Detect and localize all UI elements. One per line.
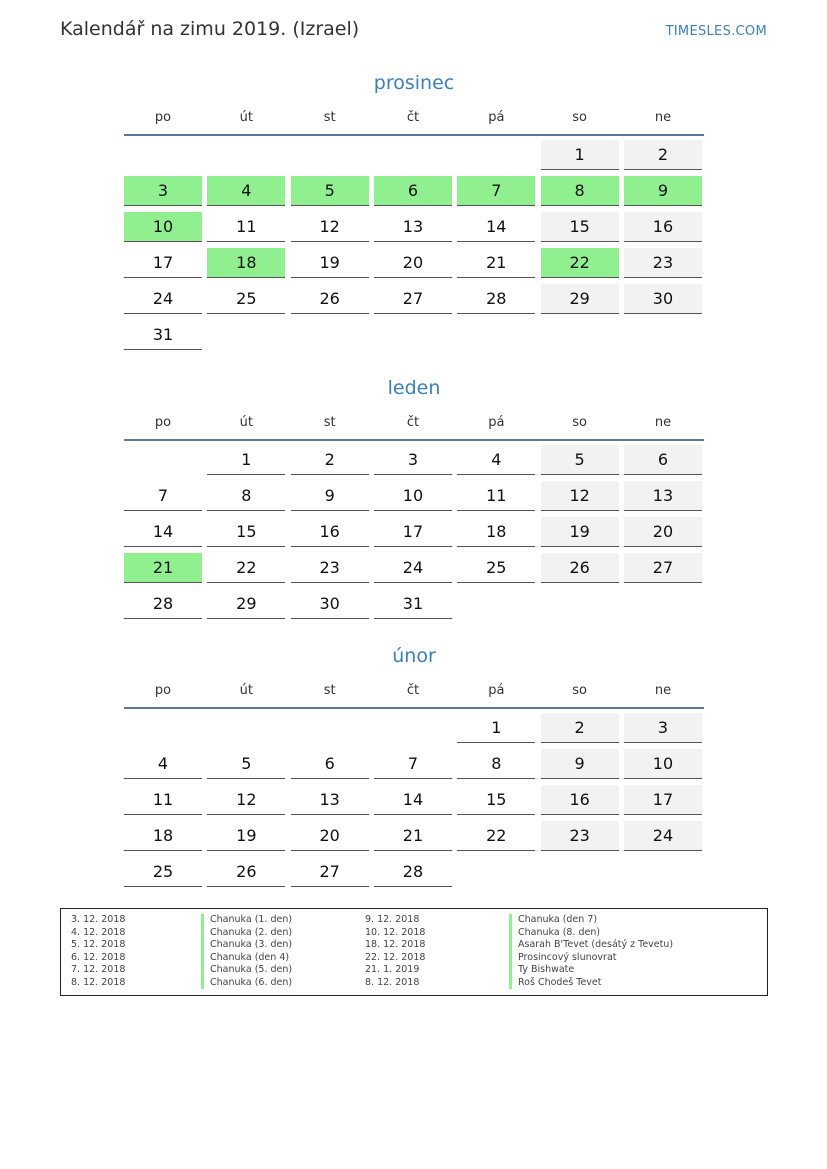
day-cell: 11	[207, 212, 285, 242]
day-cell: 14	[374, 785, 452, 815]
day-cell: 22	[541, 248, 619, 278]
day-cell: 16	[624, 212, 702, 242]
weekday-header	[124, 679, 704, 709]
day-cell: 24	[124, 284, 202, 314]
day-cell: 17	[124, 248, 202, 278]
day-cell: 11	[457, 481, 535, 511]
day-cell: 27	[374, 284, 452, 314]
legend-date: 8. 12. 2018	[71, 976, 126, 988]
weekday-header	[124, 106, 704, 136]
legend-date: 3. 12. 2018	[71, 914, 126, 925]
day-cell: 3	[624, 713, 702, 743]
legend-holiday-name: Chanuka (1. den)	[201, 914, 292, 927]
day-cell: 25	[457, 553, 535, 583]
day-cell: 25	[207, 284, 285, 314]
day-cell: 3	[124, 176, 202, 206]
day-cell: 19	[541, 517, 619, 547]
weekday-label: pá	[488, 415, 505, 430]
legend-holiday-name: Chanuka (den 4)	[201, 952, 289, 965]
day-cell: 2	[291, 445, 369, 475]
day-cell: 8	[457, 749, 535, 779]
day-cell: 19	[291, 248, 369, 278]
day-cell: 5	[541, 445, 619, 475]
weekday-label: út	[239, 110, 253, 125]
day-cell: 23	[541, 821, 619, 851]
day-cell: 28	[457, 284, 535, 314]
day-cell: 18	[124, 821, 202, 851]
day-cell: 29	[541, 284, 619, 314]
legend-holiday-name: Chanuka (6. den)	[201, 977, 292, 990]
legend-holiday-name: Chanuka (2. den)	[201, 927, 292, 940]
day-cell: 5	[207, 749, 285, 779]
weekday-label: po	[154, 683, 172, 698]
weekday-label: so	[572, 415, 587, 430]
day-grid	[124, 445, 704, 625]
legend-holiday-name: Chanuka (3. den)	[201, 939, 292, 952]
day-cell: 9	[541, 749, 619, 779]
brand-link[interactable]: TIMESLES.COM	[665, 24, 767, 39]
weekday-label: so	[572, 683, 587, 698]
day-cell: 24	[624, 821, 702, 851]
weekday-label: st	[323, 415, 336, 430]
day-cell: 14	[124, 517, 202, 547]
day-cell: 19	[207, 821, 285, 851]
month-title: leden	[387, 377, 441, 399]
day-cell: 9	[624, 176, 702, 206]
day-cell: 7	[124, 481, 202, 511]
month-leden	[124, 375, 704, 625]
day-cell: 20	[374, 248, 452, 278]
day-cell: 30	[624, 284, 702, 314]
weekday-label: st	[323, 110, 336, 125]
day-cell: 16	[541, 785, 619, 815]
day-cell: 31	[124, 320, 202, 350]
day-cell: 12	[291, 212, 369, 242]
weekday-label: so	[572, 110, 587, 125]
day-cell: 25	[124, 857, 202, 887]
weekday-label: čt	[406, 110, 420, 125]
day-cell: 6	[291, 749, 369, 779]
day-cell: 13	[624, 481, 702, 511]
day-cell: 27	[624, 553, 702, 583]
day-cell: 9	[291, 481, 369, 511]
day-cell: 26	[541, 553, 619, 583]
day-cell: 15	[541, 212, 619, 242]
day-grid	[124, 140, 704, 356]
day-cell: 10	[374, 481, 452, 511]
day-cell: 2	[541, 713, 619, 743]
day-cell: 12	[207, 785, 285, 815]
legend-holiday-name: Asarah B'Tevet (desátý z Tevetu)	[509, 939, 673, 952]
legend-date: 21. 1. 2019	[365, 964, 420, 975]
day-cell: 8	[207, 481, 285, 511]
day-cell: 15	[207, 517, 285, 547]
day-cell: 1	[207, 445, 285, 475]
weekday-label: út	[239, 683, 253, 698]
day-cell: 2	[624, 140, 702, 170]
day-cell: 17	[624, 785, 702, 815]
weekday-label: ne	[654, 110, 672, 125]
day-cell: 20	[291, 821, 369, 851]
day-cell: 8	[541, 176, 619, 206]
day-cell: 22	[207, 553, 285, 583]
day-cell: 30	[291, 589, 369, 619]
month-prosinec	[124, 70, 704, 356]
holiday-legend	[60, 908, 768, 996]
weekday-label: čt	[406, 683, 420, 698]
day-cell: 26	[207, 857, 285, 887]
weekday-label: po	[154, 110, 172, 125]
day-cell: 6	[374, 176, 452, 206]
legend-date: 4. 12. 2018	[71, 926, 126, 938]
day-cell: 6	[624, 445, 702, 475]
day-cell: 24	[374, 553, 452, 583]
day-cell: 12	[541, 481, 619, 511]
day-cell: 7	[374, 749, 452, 779]
day-cell: 11	[124, 785, 202, 815]
legend-date: 6. 12. 2018	[71, 951, 126, 963]
weekday-header	[124, 411, 704, 441]
day-cell: 17	[374, 517, 452, 547]
legend-date: 18. 12. 2018	[365, 939, 426, 950]
legend-date: 9. 12. 2018	[365, 914, 420, 925]
day-cell: 10	[124, 212, 202, 242]
weekday-label: čt	[406, 415, 420, 430]
day-cell: 21	[374, 821, 452, 851]
legend-date: 7. 12. 2018	[71, 964, 126, 975]
legend-holiday-name: Roš Chodeš Tevet	[509, 977, 602, 990]
day-cell: 7	[457, 176, 535, 206]
day-cell: 31	[374, 589, 452, 619]
day-cell: 21	[457, 248, 535, 278]
day-cell: 15	[457, 785, 535, 815]
day-cell: 14	[457, 212, 535, 242]
legend-date: 8. 12. 2018	[365, 976, 420, 988]
day-cell: 5	[291, 176, 369, 206]
day-cell: 1	[457, 713, 535, 743]
day-cell: 1	[541, 140, 619, 170]
day-cell: 16	[291, 517, 369, 547]
weekday-label: pá	[488, 683, 505, 698]
legend-holiday-name: Ty Bishwate	[509, 964, 574, 977]
day-cell: 10	[624, 749, 702, 779]
weekday-label: ne	[654, 683, 672, 698]
day-cell: 3	[374, 445, 452, 475]
day-cell: 13	[291, 785, 369, 815]
month-title: prosinec	[373, 72, 455, 94]
weekday-label: po	[154, 415, 172, 430]
day-cell: 28	[124, 589, 202, 619]
weekday-label: pá	[488, 110, 505, 125]
day-cell: 4	[124, 749, 202, 779]
day-cell: 26	[291, 284, 369, 314]
day-cell: 23	[291, 553, 369, 583]
weekday-label: út	[239, 415, 253, 430]
legend-holiday-name: Chanuka (5. den)	[201, 964, 292, 977]
day-cell: 18	[207, 248, 285, 278]
day-cell: 20	[624, 517, 702, 547]
legend-holiday-name: Prosincový slunovrat	[509, 952, 617, 965]
day-cell: 4	[207, 176, 285, 206]
legend-date: 5. 12. 2018	[71, 939, 126, 950]
day-cell: 27	[291, 857, 369, 887]
legend-holiday-name: Chanuka (den 7)	[509, 914, 597, 927]
day-cell: 29	[207, 589, 285, 619]
month-title: únor	[392, 645, 436, 667]
month-unor	[124, 643, 704, 893]
weekday-label: st	[323, 683, 336, 698]
day-cell: 13	[374, 212, 452, 242]
day-cell: 4	[457, 445, 535, 475]
day-cell: 23	[624, 248, 702, 278]
legend-date: 22. 12. 2018	[365, 951, 426, 963]
day-cell: 28	[374, 857, 452, 887]
day-cell: 18	[457, 517, 535, 547]
day-grid	[124, 713, 704, 893]
day-cell: 21	[124, 553, 202, 583]
weekday-label: ne	[654, 415, 672, 430]
legend-holiday-name: Chanuka (8. den)	[509, 927, 600, 940]
page-title: Kalendář na zimu 2019. (Izrael)	[60, 18, 360, 40]
legend-date: 10. 12. 2018	[365, 926, 426, 938]
day-cell: 22	[457, 821, 535, 851]
